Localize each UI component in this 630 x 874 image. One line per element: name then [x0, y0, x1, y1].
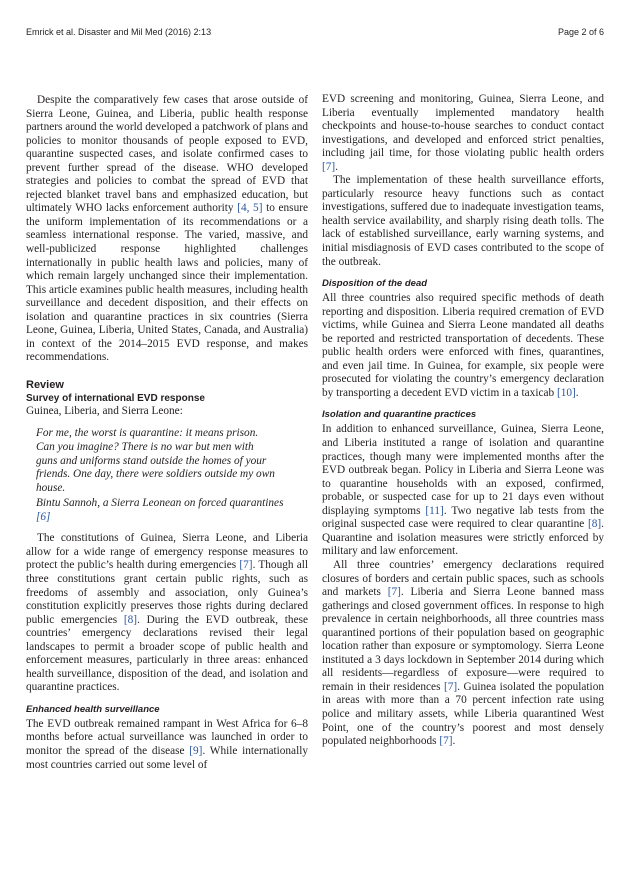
citation-link[interactable]: [10] [556, 386, 576, 399]
left-column [26, 94, 308, 772]
page-number: Page 2 of 6 [557, 27, 604, 37]
quote-line: house. [36, 481, 66, 494]
implementation-paragraph: The implementation of these health surveillance efforts, particularly resource heavy functions such as contact investigations, suffered due to inadequate investigation teams, health service availability, and sharply rising death tolls. The lack of established surveillance, early warning systems, and initial misdiagnosis of EVD cases contributed to the scope of the outbreak. [322, 174, 604, 268]
right-column [322, 93, 604, 749]
quote-attribution-text: Bintu Sannoh, a Sierra Leonean on forced quarantines [36, 497, 284, 510]
quote-line: Can you imagine? There is no war but men with [36, 441, 254, 454]
disposition-paragraph: All three countries also required specific methods of death reporting and disposition. Liberia required cremation of EVD victims, while Guinea and Sierra Leone mandated all deaths be reported and restricted transportation of decedents. These public health orders were enforced with fines, quarantines, and even jail time. In Guinea, for example, six people were prosecuted for violating the country’s emergency declaration by transporting a decedent EVD victim in a taxicab [10]. [322, 292, 604, 399]
citation-link[interactable]: [7] [239, 559, 253, 572]
citation-link[interactable]: [6] [36, 510, 51, 523]
constitutions-paragraph: The constitutions of Guinea, Sierra Leone, and Liberia allow for a wide range of emergency response measures to protect the public’s health during emergencies [7]. Though all three constitutions grant certain public rights, such as freedoms of assembly and association, only Guinea’s constitution explicitly preserves those rights during declared public emergencies [8]. During the EVD outbreak, these countries’ emergency declarations revised their legal landscapes to permit a broader scope of public health and enforcement measures, particularly in three areas: enhanced health surveillance, disposition of the dead, and isolation and quarantine practices. [26, 532, 308, 694]
quote-attribution [36, 497, 295, 524]
surveillance-heading: Enhanced health surveillance [26, 703, 160, 715]
citation-link[interactable]: [4, 5] [237, 202, 263, 215]
isolation-paragraph: In addition to enhanced surveillance, Guinea, Sierra Leone, and Liberia instituted a range of isolation and quarantine practices, though many were implemented months after the EVD outbreak began. Policy in Liberia and Sierra Leone was to quarantine households with an exposed, confirmed, probable, or suspected case for up to 21 days even without displaying symptoms [11]. Two negative lab tests from the original suspected case were required to clear quarantine [8]. Quarantine and isolation measures were strictly enforced by military and law enforcement. [322, 423, 604, 558]
quote-line: friends. One day, there were soldiers outside my own [36, 468, 275, 481]
isolation-heading: Isolation and quarantine practices [322, 409, 477, 421]
journal-citation: Emrick et al. Disaster and Mil Med (2016) 2:13 [26, 27, 212, 37]
screening-paragraph: EVD screening and monitoring, Guinea, Sierra Leone, and Liberia eventually implemented mandatory health checkpoints and house-to-house searches to conduct contact investigations, and developed and enforced strict penalties, including jail time, for those violating public health orders [7]. [322, 93, 604, 173]
disposition-heading: Disposition of the dead [322, 278, 428, 290]
quote-line: guns and uniforms stand outside the homes of your [36, 454, 267, 467]
citation-link[interactable]: [8] [587, 518, 602, 531]
block-quote [36, 427, 295, 524]
citation-link[interactable]: [7] [387, 586, 401, 599]
review-heading: Review [26, 378, 64, 391]
citation-link[interactable]: [7] [439, 735, 453, 748]
citation-link[interactable]: [7] [322, 160, 336, 173]
survey-heading: Survey of international EVD response [26, 392, 205, 404]
citation-link[interactable]: [8] [123, 613, 138, 626]
citation-link[interactable]: [9] [189, 744, 203, 757]
surveillance-paragraph: The EVD outbreak remained rampant in West Africa for 6–8 months before actual surveillance was launched in order to monitor the spread of the disease [9]. While internationally most countries carried out some level of [26, 717, 308, 771]
declarations-paragraph: All three countries’ emergency declarations required closures of borders and certain public spaces, such as schools and markets [7]. Liberia and Sierra Leone banned mass gatherings and closed government offices. In response to high prevalence in certain neighborhoods, all three countries mass quarantined portions of their population based on geographic location rather than exposure or symptomology. Sierra Leone instituted a 3 days lockdown in September 2014 during which all residents—regardless of exposure—were required to remain in their residences [7]. Guinea isolated the population in areas with more than a 70 percent infection rate using police and military assets, while Liberia quarantined West Point, one of the country’s poorest and most densely populated neighborhoods [7]. [322, 558, 604, 748]
running-header [26, 27, 604, 41]
intro-paragraph: Despite the comparatively few cases that arose outside of Sierra Leone, Guinea, and Liberia, public health response partners around the world developed a patchwork of plans and policies to monitor thousands of people exposed to EVD, quarantine suspected cases, and isolate confirmed cases to prevent further spread of the disease. WHO developed strategies and policies to combat the spread of EVD that rejected blanket travel bans and emphasized education, but ultimately WHO lacks enforcement authority [4, 5] to ensure the uniform implementation of its recommendations or a seamless international response. The varied, massive, and well-publicized response highlighted challenges internationally in public health laws and policies, many of which remain largely unchanged since their implementation. This article examines public health measures, including health surveillance and decedent disposition, and their effects on isolation and quarantine practices in six countries (Sierra Leone, Guinea, Liberia, United States, Canada, and Australia) in context of the 2014–2015 EVD response, and makes recommendations. [26, 94, 309, 364]
citation-link[interactable]: [11] [425, 504, 444, 517]
countries-line: Guinea, Liberia, and Sierra Leone: [26, 404, 183, 417]
quote-line: For me, the worst is quarantine: it means prison. [36, 427, 259, 440]
citation-link[interactable]: [7] [444, 680, 458, 693]
